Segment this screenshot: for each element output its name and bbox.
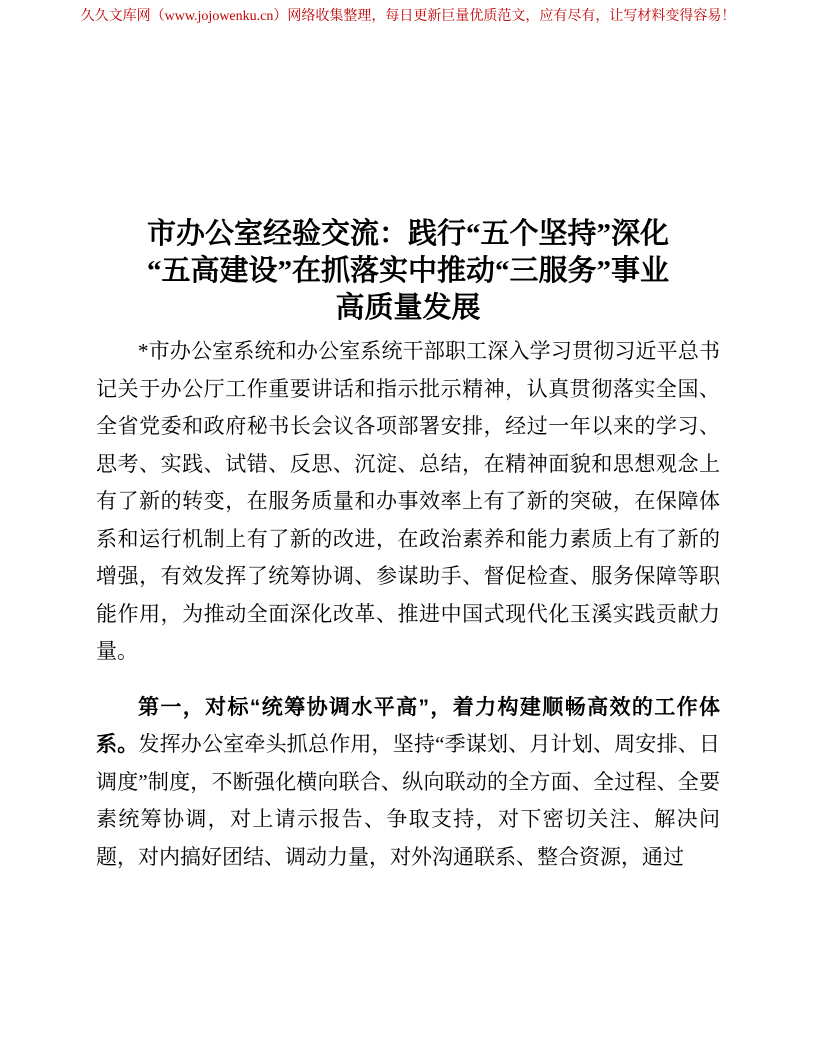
watermark-header: 久久文库网（www.jojowenku.cn）网络收集整理，每日更新巨量优质范文，应有尽有，让写材料变得容易！ xyxy=(80,9,736,24)
paragraph-point-1-lead: 第一，对标“统筹协调水平高”，着力构建顺畅高效的工作体系。 xyxy=(96,695,720,756)
document-title xyxy=(96,216,720,327)
document-body xyxy=(96,216,720,876)
paragraph-point-1 xyxy=(96,689,720,877)
title-line-2: “五高建设”在抓落实中推动“三服务”事业 xyxy=(146,255,669,287)
paragraph-intro-text: *市办公室系统和办公室系统干部职工深入学习贯彻习近平总书记关于办公厅工作重要讲话和指示批示精神，认真贯彻落实全国、全省党委和政府秘书长会议各项部署安排，经过一年以来的学习、思考、实践、试错、反思、沉淀、总结，在精神面貌和思想观念上有了新的转变，在服务质量和办事效率上有了新的突破，在保障体系和运行机制上有了新的改进，在政治素养和能力素质上有了新的增强，有效发挥了统筹协调、参谋助手、督促检查、服务保障等职能作用，为推动全面深化改革、推进中国式现代化玉溪实践贡献力量。 xyxy=(96,339,720,663)
title-line-1: 市办公室经验交流：践行“五个坚持”深化 xyxy=(146,218,669,250)
paragraph-intro xyxy=(96,333,720,671)
title-line-3: 高质量发展 xyxy=(335,292,481,324)
paragraph-point-1-body: 发挥办公室牵头抓总作用，坚持“季谋划、月计划、周安排、日调度”制度，不断强化横向联合、纵向联动的全方面、全过程、全要素统筹协调，对上请示报告、争取支持，对下密切关注、解决问题，对内搞好团结、调动力量，对外沟通联系、整合资源，通过 xyxy=(96,732,721,869)
